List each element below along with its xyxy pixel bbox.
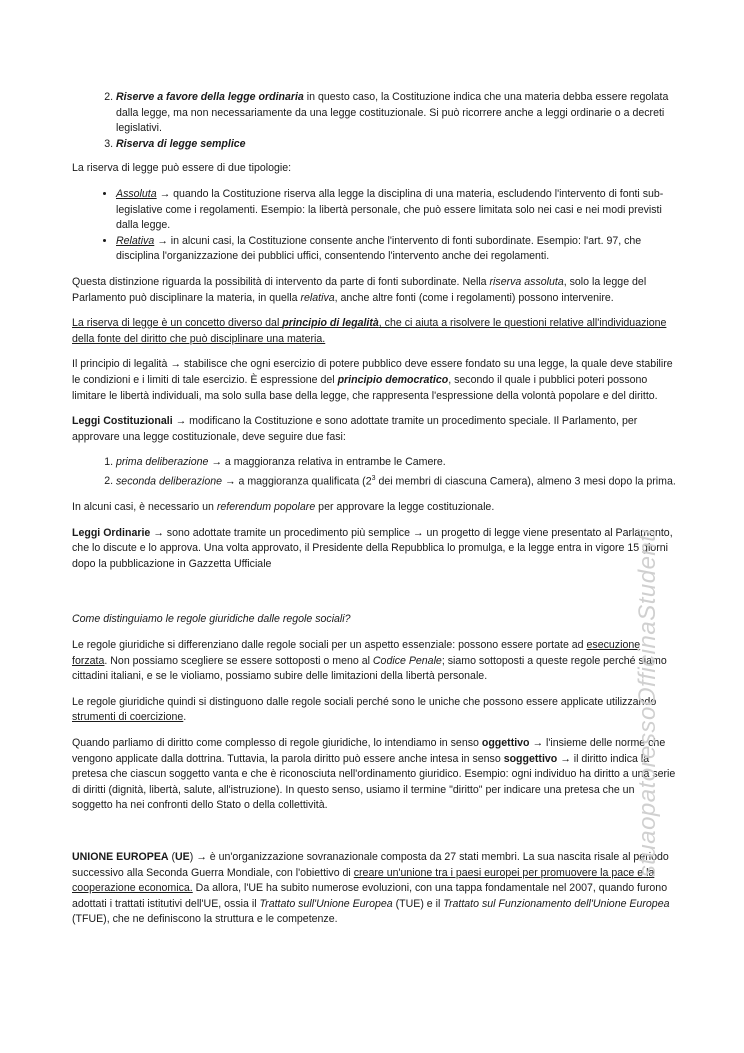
paragraph-tipologie: La riserva di legge può essere di due tipologie: — [72, 162, 292, 175]
tipologie-list — [72, 187, 676, 265]
document-page — [72, 90, 676, 938]
list-item-prima-deliberazione: 1. prima deliberazione → a maggioranza relativa in entrambe le Camere. — [116, 455, 676, 471]
list-item-assoluta: • Assoluta → quando la Costituzione riserva alla legge la disciplina di una materia, escludendo l'intervento di fonti sub-legislative come i regolamenti. Esempio: la libertà personale, che può essere limitata solo nei casi e nei modi previsti dalla legge. — [116, 187, 676, 234]
list-item-riserva-ordinaria: 2. Riserve a favore della legge ordinaria in questo caso, la Costituzione indica che una materia debba essere regolata dalla legge, ma non necessariamente da una legge costituzionale. Si può ricorrere anche a leggi ordinarie o a decreti legislativi. — [116, 90, 676, 137]
riserve-list — [72, 90, 676, 152]
side-watermark: stuaopatoressoOfficinaStudenti — [634, 528, 661, 878]
list-item-relativa: • Relativa → in alcuni casi, la Costituzione consente anche l'intervento di fonti subordinate. Esempio: l'art. 97, che disciplina l'organizzazione dei pubblici uffici, consentendo l'intervento anche dei regolamenti. — [116, 234, 676, 265]
paragraph-legalita: Il principio di legalità → stabilisce che ogni esercizio di potere pubblico deve essere fondato su una legge, la quale deve stabilire le condizioni e i limiti di tale esercizio. È espressione del principio democratico, secondo il quale i pubblici poteri possono limitare le libertà individuali, ma solo sulla base della legge, che rappresenta l'espressione della volontà popolare e del diritto. — [72, 358, 673, 402]
paragraph-diritto: Quando parliamo di diritto come complesso di regole giuridiche, lo intendiamo in senso oggettivo → l'insieme delle norme che vengono applicate dalla dottrina. Tuttavia, la parola diritto può essere anche intesa in senso soggettivo → il diritto indica la pretesa che ciascun soggetto vanta e che è riconosciuta nell'ordinamento giuridico. Esempio: ogni individuo ha diritto a una serie di diritti (dignità, libertà, salute, all'istruzione). In questo senso, usiamo il termine "diritto" per indicare una pretesa che un soggetto ha nei confronti dello Stato o della collettività. — [72, 736, 676, 812]
list-item-riserva-semplice: 3. Riserva di legge semplice — [116, 137, 676, 153]
paragraph-coercizione: Le regole giuridiche quindi si distinguono dalle regole sociali perché sono le uniche che possono essere applicate utilizzando strumenti di coercizione. — [72, 695, 657, 724]
list-item-seconda-deliberazione: 2. seconda deliberazione → a maggioranza qualificata ($2^3$ dei membri di ciascuna Camera), almeno 3 mesi dopo la prima. — [116, 471, 676, 490]
paragraph-regole-giuridiche: Le regole giuridiche si differenziano dalle regole sociali per un aspetto essenziale: possono essere portate ad esecuzione forzata. Non possiamo scegliere se essere sottoposti o meno al Codice Penale; siamo sottoposti a queste regole perché siamo cittadini italiani, e se le violiamo, possiamo subire delle limitazioni della libertà personale. — [72, 638, 667, 683]
paragraph-referendum: In alcuni casi, è necessario un referendum popolare per approvare la legge costituzionale. — [72, 501, 495, 513]
paragraph-legalita-intro: La riserva di legge è un concetto diverso dal principio di legalità, che ci aiuta a risolvere le questioni relative all'individuazione della fonte del diritto che può disciplinare una materia. — [72, 317, 667, 345]
deliberazioni-list — [72, 455, 676, 490]
paragraph-distinzione: Questa distinzione riguarda la possibilità di intervento da parte di fonti subordinate. Nella riserva assoluta, solo la legge del Parlamento può disciplinare la materia, in quella relativa, anche altre fonti (come i regolamenti) possono intervenire. — [72, 275, 647, 304]
section-question: Come distinguiamo le regole giuridiche dalle regole sociali? — [72, 613, 351, 626]
paragraph-leggi-ordinarie: Leggi Ordinarie → sono adottate tramite un procedimento più semplice → un progetto di legge viene presentato al Parlamento, che lo discute e lo approva. Una volta approvato, il Presidente della Repubblica lo promulga, e la legge entra in vigore 15 giorni dopo la pubblicazione in Gazzetta Ufficiale — [72, 526, 673, 570]
paragraph-unione-europea: UNIONE EUROPEA (UE) → è un'organizzazione sovranazionale composta da 27 stati membri. La sua nascita risale al periodo successivo alla Seconda Guerra Mondiale, con l'obiettivo di creare un'unione tra i paesi europei per promuovere la pace e la cooperazione economica. Da allora, l'UE ha subito numerose evoluzioni, con una tappa fondamentale nel 2007, quando furono adottati i trattati istitutivi dell'UE, ossia il Trattato sull'Unione Europea (TUE) e il Trattato sul Funzionamento dell'Unione Europea (TFUE), che ne definiscono la struttura e le competenze. — [72, 850, 670, 926]
paragraph-leggi-costituzionali: Leggi Costituzionali → modificano la Costituzione e sono adottate tramite un procedimento speciale. Il Parlamento, per approvare una legge costituzionale, deve seguire due fasi: — [72, 415, 638, 443]
